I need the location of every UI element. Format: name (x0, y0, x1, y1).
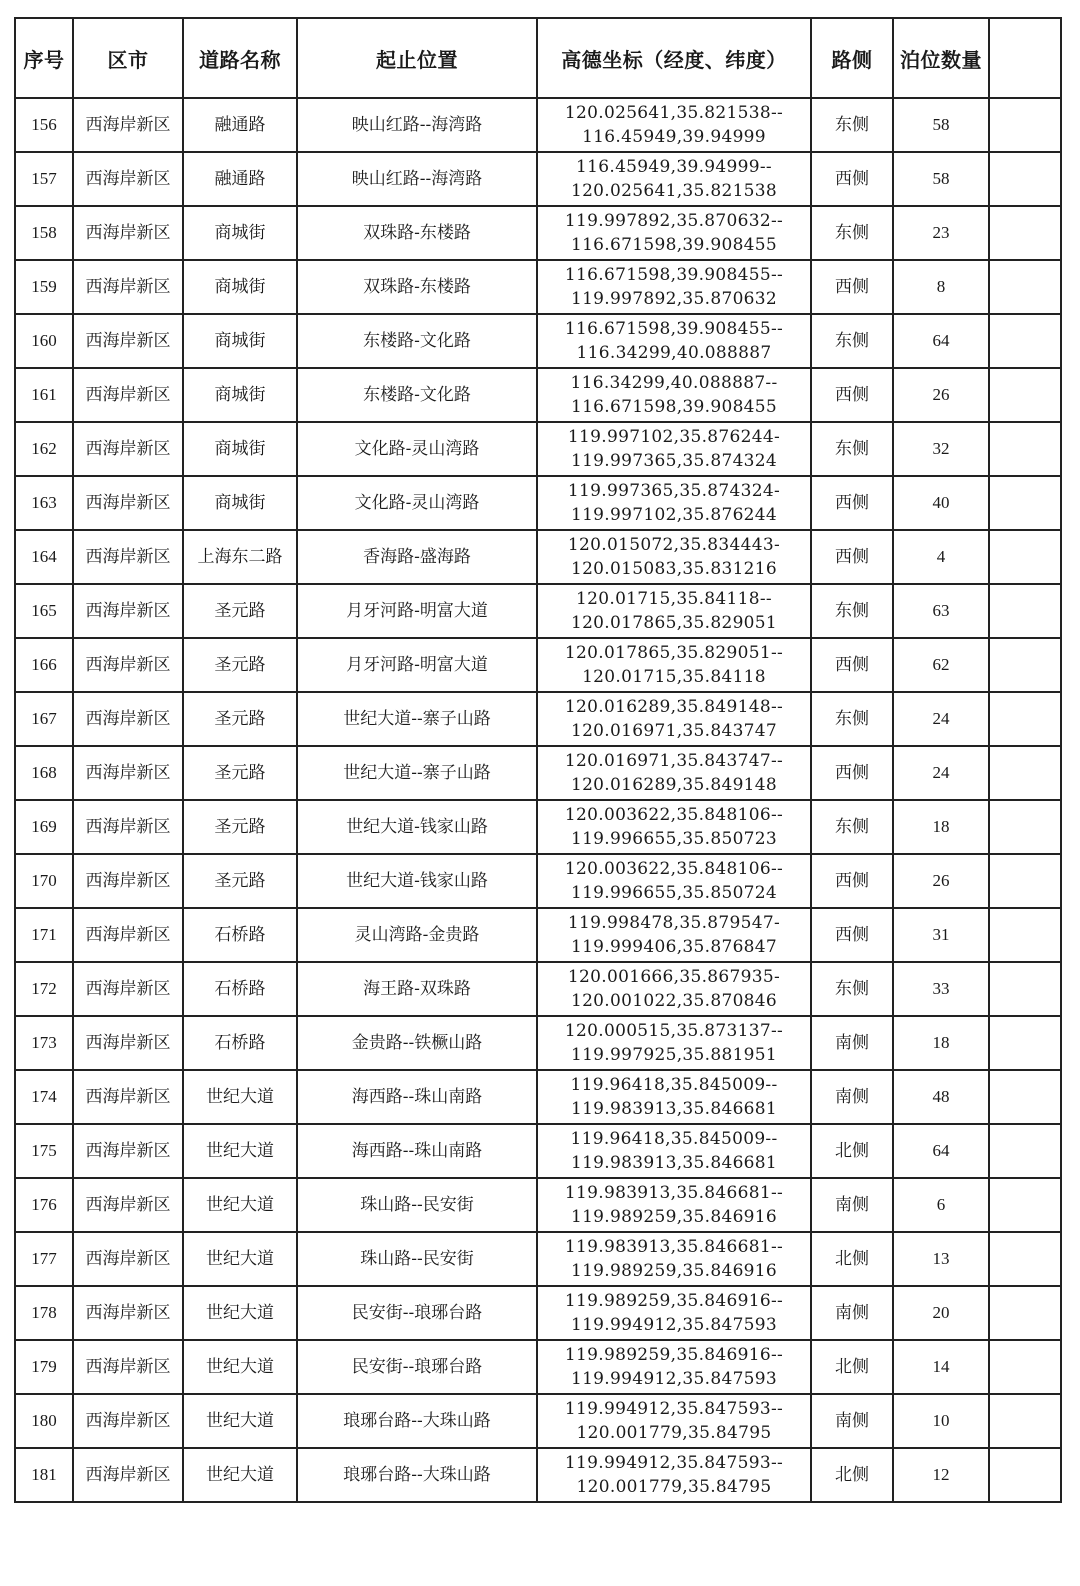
table-row (15, 530, 1061, 584)
cell-seq: 160 (15, 314, 73, 368)
cell-blank (989, 476, 1061, 530)
cell-blank (989, 260, 1061, 314)
coord-start: 120.003622,35.848106-- (564, 859, 784, 879)
cell-blank (989, 638, 1061, 692)
cell-seq: 166 (15, 638, 73, 692)
coord-end: 119.999406,35.876847 (570, 937, 778, 957)
cell-district: 西海岸新区 (73, 1070, 183, 1124)
header-berth-count: 泊位数量 (893, 18, 989, 98)
cell-berth-count: 63 (893, 584, 989, 638)
cell-berth-count: 10 (893, 1394, 989, 1448)
cell-blank (989, 1178, 1061, 1232)
cell-coordinates (537, 800, 811, 854)
cell-coordinates (537, 1232, 811, 1286)
cell-district: 西海岸新区 (73, 260, 183, 314)
coord-start: 119.994912,35.847593-- (564, 1453, 784, 1473)
cell-road-side: 西侧 (811, 854, 893, 908)
cell-road-name: 世纪大道 (183, 1340, 297, 1394)
header-seq: 序号 (15, 18, 73, 98)
cell-start-end: 文化路-灵山湾路 (297, 422, 537, 476)
cell-road-name: 世纪大道 (183, 1178, 297, 1232)
cell-start-end: 琅琊台路--大珠山路 (297, 1394, 537, 1448)
cell-seq: 179 (15, 1340, 73, 1394)
table-row (15, 962, 1061, 1016)
cell-start-end: 珠山路--民安街 (297, 1178, 537, 1232)
coord-end: 119.996655,35.850724 (570, 883, 778, 903)
cell-coordinates (537, 1124, 811, 1178)
table-row (15, 314, 1061, 368)
cell-road-side: 西侧 (811, 368, 893, 422)
cell-start-end: 世纪大道--寨子山路 (297, 692, 537, 746)
cell-seq: 157 (15, 152, 73, 206)
cell-road-side: 南侧 (811, 1070, 893, 1124)
cell-district: 西海岸新区 (73, 1232, 183, 1286)
cell-road-side: 西侧 (811, 638, 893, 692)
cell-seq: 167 (15, 692, 73, 746)
cell-district: 西海岸新区 (73, 1448, 183, 1502)
cell-blank (989, 1232, 1061, 1286)
cell-start-end: 月牙河路-明富大道 (297, 638, 537, 692)
cell-road-name: 商城街 (183, 368, 297, 422)
cell-coordinates (537, 1394, 811, 1448)
coord-start: 120.015072,35.834443- (567, 535, 781, 555)
cell-district: 西海岸新区 (73, 422, 183, 476)
cell-seq: 164 (15, 530, 73, 584)
coord-start: 120.003622,35.848106-- (564, 805, 784, 825)
cell-berth-count: 4 (893, 530, 989, 584)
cell-start-end: 双珠路-东楼路 (297, 260, 537, 314)
cell-road-side: 东侧 (811, 206, 893, 260)
cell-seq: 174 (15, 1070, 73, 1124)
cell-road-name: 世纪大道 (183, 1232, 297, 1286)
cell-road-side: 北侧 (811, 1448, 893, 1502)
cell-road-name: 世纪大道 (183, 1070, 297, 1124)
cell-berth-count: 14 (893, 1340, 989, 1394)
cell-district: 西海岸新区 (73, 314, 183, 368)
cell-road-name: 商城街 (183, 206, 297, 260)
cell-road-side: 北侧 (811, 1232, 893, 1286)
cell-berth-count: 26 (893, 368, 989, 422)
cell-seq: 181 (15, 1448, 73, 1502)
coord-start: 120.025641,35.821538-- (564, 103, 784, 123)
cell-district: 西海岸新区 (73, 854, 183, 908)
cell-start-end: 金贵路--铁橛山路 (297, 1016, 537, 1070)
coord-start: 119.997102,35.876244- (567, 427, 781, 447)
cell-berth-count: 40 (893, 476, 989, 530)
table-body (15, 98, 1061, 1502)
cell-road-side: 南侧 (811, 1016, 893, 1070)
cell-berth-count: 23 (893, 206, 989, 260)
cell-start-end: 琅琊台路--大珠山路 (297, 1448, 537, 1502)
table-row (15, 692, 1061, 746)
coord-start: 120.001666,35.867935- (567, 967, 781, 987)
cell-berth-count: 64 (893, 314, 989, 368)
cell-coordinates (537, 854, 811, 908)
table-row (15, 1016, 1061, 1070)
cell-road-name: 融通路 (183, 152, 297, 206)
cell-blank (989, 1286, 1061, 1340)
cell-blank (989, 1394, 1061, 1448)
cell-start-end: 双珠路-东楼路 (297, 206, 537, 260)
cell-blank (989, 854, 1061, 908)
cell-start-end: 世纪大道-钱家山路 (297, 800, 537, 854)
cell-blank (989, 962, 1061, 1016)
cell-start-end: 映山红路--海湾路 (297, 98, 537, 152)
table-row (15, 476, 1061, 530)
table-row (15, 1178, 1061, 1232)
table-row (15, 98, 1061, 152)
header-road-name: 道路名称 (183, 18, 297, 98)
cell-start-end: 世纪大道-钱家山路 (297, 854, 537, 908)
cell-seq: 161 (15, 368, 73, 422)
coord-end: 119.989259,35.846916 (570, 1261, 778, 1281)
cell-district: 西海岸新区 (73, 746, 183, 800)
cell-road-name: 圣元路 (183, 692, 297, 746)
cell-road-name: 世纪大道 (183, 1394, 297, 1448)
cell-road-name: 世纪大道 (183, 1286, 297, 1340)
cell-berth-count: 33 (893, 962, 989, 1016)
cell-district: 西海岸新区 (73, 1124, 183, 1178)
cell-coordinates (537, 584, 811, 638)
cell-berth-count: 58 (893, 98, 989, 152)
cell-road-name: 融通路 (183, 98, 297, 152)
cell-berth-count: 24 (893, 692, 989, 746)
cell-coordinates (537, 206, 811, 260)
cell-road-name: 商城街 (183, 260, 297, 314)
cell-road-side: 东侧 (811, 422, 893, 476)
table-row (15, 908, 1061, 962)
cell-district: 西海岸新区 (73, 584, 183, 638)
cell-coordinates (537, 1070, 811, 1124)
coord-end: 116.671598,39.908455 (570, 235, 778, 255)
cell-coordinates (537, 638, 811, 692)
cell-blank (989, 98, 1061, 152)
coord-end: 116.34299,40.088887 (576, 343, 772, 363)
cell-start-end: 世纪大道--寨子山路 (297, 746, 537, 800)
cell-start-end: 民安街--琅琊台路 (297, 1340, 537, 1394)
table-row (15, 1124, 1061, 1178)
cell-district: 西海岸新区 (73, 1016, 183, 1070)
cell-start-end: 东楼路-文化路 (297, 368, 537, 422)
cell-coordinates (537, 746, 811, 800)
cell-road-side: 西侧 (811, 260, 893, 314)
cell-berth-count: 13 (893, 1232, 989, 1286)
coord-end: 119.996655,35.850723 (570, 829, 778, 849)
cell-seq: 168 (15, 746, 73, 800)
cell-coordinates (537, 152, 811, 206)
parking-table-page (14, 17, 1060, 1503)
coord-end: 120.001779,35.84795 (576, 1423, 772, 1443)
cell-berth-count: 58 (893, 152, 989, 206)
cell-start-end: 海西路--珠山南路 (297, 1124, 537, 1178)
cell-blank (989, 584, 1061, 638)
cell-district: 西海岸新区 (73, 476, 183, 530)
cell-seq: 169 (15, 800, 73, 854)
table-row (15, 422, 1061, 476)
cell-road-name: 圣元路 (183, 638, 297, 692)
cell-road-side: 西侧 (811, 476, 893, 530)
cell-road-name: 石桥路 (183, 908, 297, 962)
cell-district: 西海岸新区 (73, 638, 183, 692)
coord-start: 116.34299,40.088887-- (570, 373, 778, 393)
coord-end: 120.016289,35.849148 (570, 775, 778, 795)
cell-blank (989, 152, 1061, 206)
coord-start: 116.671598,39.908455-- (564, 319, 784, 339)
cell-seq: 158 (15, 206, 73, 260)
table-row (15, 638, 1061, 692)
parking-berth-table (14, 17, 1062, 1503)
coord-end: 119.997925,35.881951 (570, 1045, 778, 1065)
cell-district: 西海岸新区 (73, 908, 183, 962)
cell-berth-count: 8 (893, 260, 989, 314)
coord-start: 120.016971,35.843747-- (564, 751, 784, 771)
coord-start: 119.983913,35.846681-- (564, 1237, 784, 1257)
table-row (15, 584, 1061, 638)
cell-coordinates (537, 260, 811, 314)
cell-road-side: 南侧 (811, 1394, 893, 1448)
cell-berth-count: 26 (893, 854, 989, 908)
cell-berth-count: 12 (893, 1448, 989, 1502)
coord-start: 119.983913,35.846681-- (564, 1183, 784, 1203)
cell-district: 西海岸新区 (73, 800, 183, 854)
cell-berth-count: 48 (893, 1070, 989, 1124)
cell-coordinates (537, 1286, 811, 1340)
cell-road-side: 北侧 (811, 1124, 893, 1178)
cell-seq: 159 (15, 260, 73, 314)
cell-berth-count: 62 (893, 638, 989, 692)
coord-end: 119.997365,35.874324 (570, 451, 778, 471)
cell-road-side: 南侧 (811, 1178, 893, 1232)
cell-road-side: 西侧 (811, 908, 893, 962)
coord-start: 119.96418,35.845009-- (570, 1129, 778, 1149)
cell-coordinates (537, 98, 811, 152)
cell-berth-count: 32 (893, 422, 989, 476)
cell-road-side: 东侧 (811, 584, 893, 638)
cell-road-side: 西侧 (811, 152, 893, 206)
header-start-end: 起止位置 (297, 18, 537, 98)
cell-road-side: 西侧 (811, 746, 893, 800)
cell-coordinates (537, 422, 811, 476)
cell-seq: 178 (15, 1286, 73, 1340)
cell-blank (989, 692, 1061, 746)
cell-district: 西海岸新区 (73, 1394, 183, 1448)
table-row (15, 854, 1061, 908)
cell-coordinates (537, 476, 811, 530)
cell-start-end: 香海路-盛海路 (297, 530, 537, 584)
coord-start: 120.000515,35.873137-- (564, 1021, 784, 1041)
cell-seq: 180 (15, 1394, 73, 1448)
coord-start: 120.016289,35.849148-- (564, 697, 784, 717)
cell-road-name: 圣元路 (183, 746, 297, 800)
cell-road-name: 圣元路 (183, 584, 297, 638)
cell-seq: 172 (15, 962, 73, 1016)
cell-coordinates (537, 1016, 811, 1070)
cell-start-end: 文化路-灵山湾路 (297, 476, 537, 530)
coord-start: 119.998478,35.879547- (567, 913, 781, 933)
table-row (15, 152, 1061, 206)
cell-coordinates (537, 1340, 811, 1394)
cell-coordinates (537, 314, 811, 368)
coord-end: 120.01715,35.84118 (582, 667, 766, 687)
coord-end: 116.45949,39.94999 (582, 127, 766, 147)
table-row (15, 800, 1061, 854)
coord-end: 119.983913,35.846681 (570, 1099, 778, 1119)
cell-blank (989, 530, 1061, 584)
coord-start: 119.96418,35.845009-- (570, 1075, 778, 1095)
cell-blank (989, 800, 1061, 854)
cell-seq: 175 (15, 1124, 73, 1178)
table-row (15, 206, 1061, 260)
coord-end: 119.997892,35.870632 (570, 289, 778, 309)
cell-seq: 177 (15, 1232, 73, 1286)
cell-start-end: 海王路-双珠路 (297, 962, 537, 1016)
coord-end: 119.997102,35.876244 (570, 505, 778, 525)
cell-blank (989, 1124, 1061, 1178)
table-row (15, 746, 1061, 800)
coord-start: 119.989259,35.846916-- (564, 1291, 784, 1311)
cell-road-name: 商城街 (183, 476, 297, 530)
header-district: 区市 (73, 18, 183, 98)
table-row (15, 1340, 1061, 1394)
cell-road-name: 石桥路 (183, 962, 297, 1016)
cell-blank (989, 314, 1061, 368)
cell-coordinates (537, 368, 811, 422)
cell-blank (989, 1070, 1061, 1124)
cell-coordinates (537, 530, 811, 584)
cell-berth-count: 18 (893, 800, 989, 854)
coord-end: 120.016971,35.843747 (570, 721, 778, 741)
coord-start: 119.997365,35.874324- (567, 481, 781, 501)
cell-road-side: 南侧 (811, 1286, 893, 1340)
cell-seq: 156 (15, 98, 73, 152)
cell-start-end: 灵山湾路-金贵路 (297, 908, 537, 962)
cell-start-end: 东楼路-文化路 (297, 314, 537, 368)
cell-road-name: 商城街 (183, 314, 297, 368)
cell-blank (989, 206, 1061, 260)
header-coordinates: 高德坐标（经度、纬度） (537, 18, 811, 98)
cell-blank (989, 422, 1061, 476)
cell-coordinates (537, 1178, 811, 1232)
coord-start: 116.45949,39.94999-- (576, 157, 772, 177)
coord-end: 120.015083,35.831216 (570, 559, 778, 579)
cell-start-end: 珠山路--民安街 (297, 1232, 537, 1286)
cell-road-name: 圣元路 (183, 854, 297, 908)
coord-start: 116.671598,39.908455-- (564, 265, 784, 285)
coord-end: 119.983913,35.846681 (570, 1153, 778, 1173)
cell-district: 西海岸新区 (73, 1340, 183, 1394)
cell-road-side: 西侧 (811, 530, 893, 584)
header-row (15, 18, 1061, 98)
cell-berth-count: 64 (893, 1124, 989, 1178)
cell-berth-count: 31 (893, 908, 989, 962)
table-row (15, 1394, 1061, 1448)
cell-start-end: 映山红路--海湾路 (297, 152, 537, 206)
cell-road-side: 东侧 (811, 962, 893, 1016)
cell-district: 西海岸新区 (73, 368, 183, 422)
cell-road-name: 石桥路 (183, 1016, 297, 1070)
cell-road-name: 世纪大道 (183, 1124, 297, 1178)
cell-road-side: 东侧 (811, 98, 893, 152)
table-row (15, 1070, 1061, 1124)
cell-district: 西海岸新区 (73, 98, 183, 152)
cell-berth-count: 18 (893, 1016, 989, 1070)
table-row (15, 1232, 1061, 1286)
cell-start-end: 民安街--琅琊台路 (297, 1286, 537, 1340)
coord-end: 120.001779,35.84795 (576, 1477, 772, 1497)
coord-end: 120.017865,35.829051 (570, 613, 778, 633)
table-row (15, 368, 1061, 422)
cell-district: 西海岸新区 (73, 962, 183, 1016)
coord-end: 120.001022,35.870846 (570, 991, 778, 1011)
cell-road-name: 商城街 (183, 422, 297, 476)
cell-seq: 163 (15, 476, 73, 530)
coord-end: 119.989259,35.846916 (570, 1207, 778, 1227)
cell-seq: 176 (15, 1178, 73, 1232)
cell-seq: 162 (15, 422, 73, 476)
coord-end: 120.025641,35.821538 (570, 181, 778, 201)
coord-start: 119.994912,35.847593-- (564, 1399, 784, 1419)
cell-blank (989, 1340, 1061, 1394)
cell-seq: 171 (15, 908, 73, 962)
cell-blank (989, 746, 1061, 800)
header-blank (989, 18, 1061, 98)
cell-district: 西海岸新区 (73, 1286, 183, 1340)
cell-berth-count: 24 (893, 746, 989, 800)
table-row (15, 1448, 1061, 1502)
cell-road-side: 东侧 (811, 800, 893, 854)
coord-start: 119.989259,35.846916-- (564, 1345, 784, 1365)
cell-seq: 165 (15, 584, 73, 638)
cell-coordinates (537, 692, 811, 746)
coord-end: 119.994912,35.847593 (570, 1369, 778, 1389)
cell-road-side: 东侧 (811, 692, 893, 746)
cell-road-side: 东侧 (811, 314, 893, 368)
cell-road-name: 世纪大道 (183, 1448, 297, 1502)
cell-blank (989, 1448, 1061, 1502)
cell-coordinates (537, 1448, 811, 1502)
cell-start-end: 海西路--珠山南路 (297, 1070, 537, 1124)
table-row (15, 1286, 1061, 1340)
cell-road-side: 北侧 (811, 1340, 893, 1394)
cell-blank (989, 908, 1061, 962)
cell-berth-count: 6 (893, 1178, 989, 1232)
cell-berth-count: 20 (893, 1286, 989, 1340)
cell-district: 西海岸新区 (73, 206, 183, 260)
cell-road-name: 圣元路 (183, 800, 297, 854)
cell-seq: 173 (15, 1016, 73, 1070)
coord-end: 116.671598,39.908455 (570, 397, 778, 417)
cell-district: 西海岸新区 (73, 1178, 183, 1232)
cell-road-name: 上海东二路 (183, 530, 297, 584)
cell-district: 西海岸新区 (73, 152, 183, 206)
cell-district: 西海岸新区 (73, 692, 183, 746)
header-road-side: 路侧 (811, 18, 893, 98)
coord-end: 119.994912,35.847593 (570, 1315, 778, 1335)
coord-start: 120.01715,35.84118-- (576, 589, 772, 609)
table-row (15, 260, 1061, 314)
coord-start: 119.997892,35.870632-- (564, 211, 784, 231)
cell-start-end: 月牙河路-明富大道 (297, 584, 537, 638)
cell-district: 西海岸新区 (73, 530, 183, 584)
coord-start: 120.017865,35.829051-- (564, 643, 784, 663)
cell-blank (989, 1016, 1061, 1070)
cell-coordinates (537, 908, 811, 962)
cell-blank (989, 368, 1061, 422)
cell-coordinates (537, 962, 811, 1016)
cell-seq: 170 (15, 854, 73, 908)
